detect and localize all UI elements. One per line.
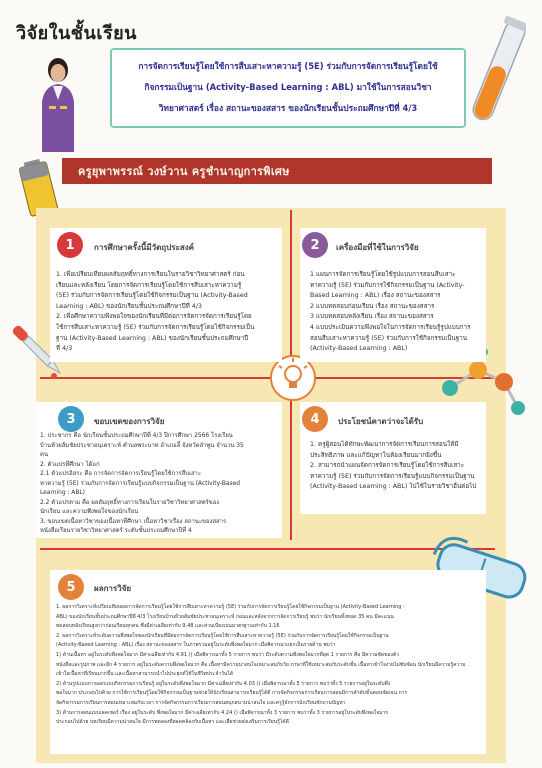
text-line: 2) ด้านรูปแบบการออกแบบกิจกรรมการเรียนรู้ อยู่ในระดับพึงพอใจมาก มีค่าเฉลี่ยเท่ากับ 4.03 () เมื่อพิจารณาทั้ง 5 รายการ พบว่าทั้ง 5 รายการอยู่ในระดับพึง (56, 680, 391, 687)
text-line: 1. เพื่อเปรียบเทียบผลสัมฤทธิ์ทางการเรียนในรายวิชาวิทยาศาสตร์ ก่อน (56, 271, 245, 278)
banner-line: กิจกรรมเป็นฐาน (Activity-Based Learning : ABL) มาใช้ในการสอนวิชา (144, 82, 432, 92)
text-line: (Activity-Based Learning : ABL) เรื่อง สถานะของสสาร ในภาพรวมอยู่ในระดับพึงพอใจมาก เมื่อพิจารณาแยกเป็นรายด้าน พบว่า (56, 642, 336, 649)
text-line: 1. ครูผู้สอนได้ทักษะพัฒนาการจัดการเรียนการสอนให้มี (310, 441, 459, 448)
section-title-2: เครื่องมือที่ใช้ในการวิจัย (336, 243, 419, 252)
text-line: 1 แผนการจัดการเรียนรู้โดยใช้รูปแบบการสอนสืบเสาะ (310, 271, 456, 278)
text-line: (Activity-Based Learning : ABL) ไปใช้ในรายวิชาอื่นต่อไป (310, 483, 477, 491)
text-line: หนังสือเรียนรายวิชาวิทยาศาสตร์ ระดับชั้นประถมศึกษาปีที่ 4 (40, 528, 192, 534)
section-number-3: 3 (58, 406, 84, 432)
text-line: (Activity-Based Learning : ABL) (310, 345, 408, 353)
teacher-name-bar (62, 158, 492, 184)
section-body-5 (56, 603, 484, 728)
text-line: สอนสืบเสาะหาความรู้ (5E) ร่วมกับการใช้กิจกรรมเป็นฐาน (310, 334, 468, 342)
text-line: หาความรู้ (5E) ร่วมกับการใช้กิจกรรมเป็นฐาน (Activity- (310, 281, 465, 289)
text-line: หาความรู้ (5E) ร่วมกับการจัดการเรียนรู้แบบกิจกรรมเป็นฐาน (Activity-Based (40, 480, 240, 487)
text-line: 1. ผลการวิเคราะห์เปรียบเทียบผลการจัดการเรียนรู้โดยใช้การสืบเสาะหาความรู้ (5E) ร่วมกับการจัดการเรียนรู้โดยใช้กิจกรรมเป็นฐาน (Activity-Based Learning : (56, 604, 405, 610)
text-line: พอใจมาก ประกอบไปด้วย การใช้การเรียนรู้โดยใช้กิจกรรมเป็นฐานช่วยให้นักเรียนสามารถเรียนรู้ได้ดี การจัดกิจกรรมการเรียนการสอนมีการลำดับขั้นตอนชัดเจน การ (56, 690, 408, 697)
text-line: (5E) ร่วมกับการจัดการเรียนรู้โดยใช้กิจกรรมเป็นฐาน (Activity-Based (56, 292, 248, 300)
text-line: 2. เพื่อศึกษาความพึงพอใจของนักเรียนที่มีต่อการจัดการจัดการเรียนรู้โดย (56, 313, 252, 321)
section-number-5: 5 (58, 574, 84, 600)
text-line: 2. ตัวแปรที่ศึกษา ได้แก่ (40, 461, 100, 468)
text-line: จัดกิจกรรมการเรียนการสอนเหมาะสมกับเวลา การจัดกิจกรรมการเรียนการสอนสนุกสนานน่าสนใจ และครูรู้จักการนักเรียนซักถามปัญหา (56, 699, 346, 706)
text-line: 2. ผลการวิเคราะห์ระดับความพึงพอใจของนักเรียนที่มีต่อการจัดการเรียนรู้โดยใช้การสืบเสาะหาความรู้ (5E) ร่วมกับการจัดการเรียนรู้โดยใช้กิจกรรมเป็นฐาน (56, 632, 389, 639)
text-line: ประกอบไปด้วย บทเรียนมีความน่าสนใจ มีการทดลองที่สอดคล้องกับเนื้อหา และเสื่อช่วยส่งเสริมการเรียนรู้ได้ดี (56, 719, 289, 726)
section-body-1 (56, 270, 280, 355)
section-title-3: ขอบเขตของการวิจัย (94, 417, 165, 426)
text-line: นักเรียน และความพึงพอใจของนักเรียน (40, 509, 139, 515)
text-line: เข้าใจเนื้อหาที่เรียนมากขึ้น และเนื้อหาสามารถนำไปประยุกต์ใช้ในชีวิตประจำวันได้ (56, 671, 234, 678)
text-line: 3) ด้านการสอนแบบเลคเชอร์ เรื่อง อยู่ในระดับ พึงพอใจมาก มีค่าเฉลี่ยเท่ากับ 4.24 () เมื่อพิจารณาทั้ง 3 รายการ พบว่าทั้ง 3 รายการอยู่ในระดับพึงพอใจมาก (56, 709, 389, 716)
section-body-2 (310, 270, 486, 355)
text-line: คน (40, 452, 48, 458)
text-line: 4 แบบประเมินความพึงพอใจในการจัดการเรียนรู้รูปแบบการ (310, 323, 471, 331)
section-body-3 (40, 432, 280, 537)
text-line: 3 แบบทดสอบหลังเรียน เรื่อง สถานะของสสาร (310, 313, 434, 321)
section-title-4: ประโยชน์คาดว่าจะได้รับ (338, 417, 424, 426)
text-line: หาความรู้ (5E) ร่วมกับการจัดการเรียนรู้แบบกิจกรรมเป็นฐาน (310, 472, 475, 480)
test-tube-icon (466, 14, 526, 142)
text-line: หนังสือและรูปภาพ และอีก 4 รายการ อยู่ในระดับความพึงพอใจมาก คือ เนื้อหามีความน่าสนใจเหมาะสมกับวัย ภาษาที่ใช้เหมาะสมกับระดับชั้น เนื้อหาเข้าใจง่ายไม่ซับซ้อน นักเรียนมีความรู้ความ (56, 661, 466, 668)
text-line: ABL) ของนักเรียนชั้นประถมศึกษาปีที่ 4/3 โรงเรียนบ้านห้วยส้มชัยประชาอนุเคราะห์ ก่อนและหลังจากการจัดการเรียนรู้ พบว่า นักเรียนทั้งหมด 35 คน มีคะแนน (56, 613, 394, 620)
text-line: 2 แบบทดสอบก่อนเรียน เรื่อง สถานะของสสาร (310, 302, 435, 310)
section-body-4 (310, 440, 486, 493)
text-line: 1. ประชากร คือ นักเรียนชั้นประถมศึกษาปีที่ 4/3 ปีการศึกษา 2566 โรงเรียน (40, 433, 233, 439)
title-banner (110, 48, 466, 128)
text-line: 2. สามารถนำแผนจัดการจัดการเรียนรู้โดยใช้การสืบเสาะ (310, 462, 465, 470)
text-line: ฐาน (Activity-Based Learning : ABL) ของนักเรียนชั้นประถมศึกษาปี (56, 334, 249, 342)
text-line: 2.1 ตัวแปรอิสระ คือ การจัดการจัดการเรียนรู้โดยใช้การสืบเสาะ (40, 471, 202, 477)
text-line: ใช้การสืบเสาะหาความรู้ (5E) ร่วมกับการจัดการเรียนรู้โดยใช้กิจกรรมเป็น (56, 323, 255, 331)
text-line: บ้านห้วยส้มชัยประชาอนุเคราะห์ ตำบลพระบาท อำเภอลี้ จังหวัดลำพูน จำนวน 35 (40, 442, 244, 449)
banner-line: วิทยาศาสตร์ เรื่อง สถานะของสสาร ของนักเรียนชั้นประถมศึกษาปีที่ 4/3 (158, 103, 418, 113)
text-line: ประสิทธิภาพ และแก้ปัญหาในห้องเรียนมากยิ่งขึ้น (310, 451, 442, 459)
teacher-name: ครูยุพาพรรณ์ วงษ์วาน ครูชำนาญการพิเศษ (78, 165, 290, 178)
section-title-5: ผลการวิจัย (94, 584, 132, 593)
text-line: Learning : ABL) ของนักเรียนชั้นประถมศึกษาปีที่ 4/3 (56, 302, 202, 310)
section-number-1: 1 (57, 232, 83, 258)
text-line: Learning : ABL) (40, 490, 85, 496)
page-title: วิจัยในชั้นเรียน (16, 23, 137, 44)
text-line: ที่ 4/3 (56, 345, 73, 353)
section-title-1: การศึกษาครั้งนี้มีวัตถุประสงค์ (94, 243, 194, 252)
text-line: เรียนและหลังเรียน โดยการจัดการเรียนรู้โดยใช้การสืบเสาะหาความรู้ (56, 281, 242, 289)
text-line: 1) ด้านเนื้อหา อยู่ในระดับพึงพอใจมาก มีค่าเฉลี่ยเท่ากับ 4.91 () เมื่อพิจารณาทั้ง 5 รายการ พบว่า มีระดับความพึงพอใจมากที่สุด 1 รายการ คือ มีความชัดของตัว (56, 651, 399, 658)
text-line: Based Learning : ABL) เรื่อง สถานะของสสาร (310, 292, 441, 300)
banner-line: การจัดการเรียนรู้โดยใช้การสืบเสาะหาความรู้ (5E) ร่วมกับการจัดการเรียนรู้โดยใช้ (138, 61, 438, 71)
divider-horizontal-bottom (40, 548, 495, 550)
section-number-2: 2 (302, 232, 328, 258)
section-number-4: 4 (302, 406, 328, 432)
text-line: 2.2 ตัวแปรตาม คือ ผลสัมฤทธิ์ทางการเรียนในรายวิชาวิทยาศาสตร์ของ (40, 499, 220, 506)
text-line: ทดสอบหลังเรียนสูงกว่าก่อนเรียนทุกคน ซึ่งมีค่าเฉลี่ยเท่ากับ 9.48 และส่วนเบี่ยงเบนมาตรฐานเท่ากับ 1.16 (56, 623, 280, 630)
teacher-photo (34, 50, 82, 152)
text-line: 3. ขอบเขตเนื้อหาวิชาของเนื้อหาที่ศึกษา เนื้อหาวิชาเรื่อง สถานะของสสาร (40, 518, 227, 525)
